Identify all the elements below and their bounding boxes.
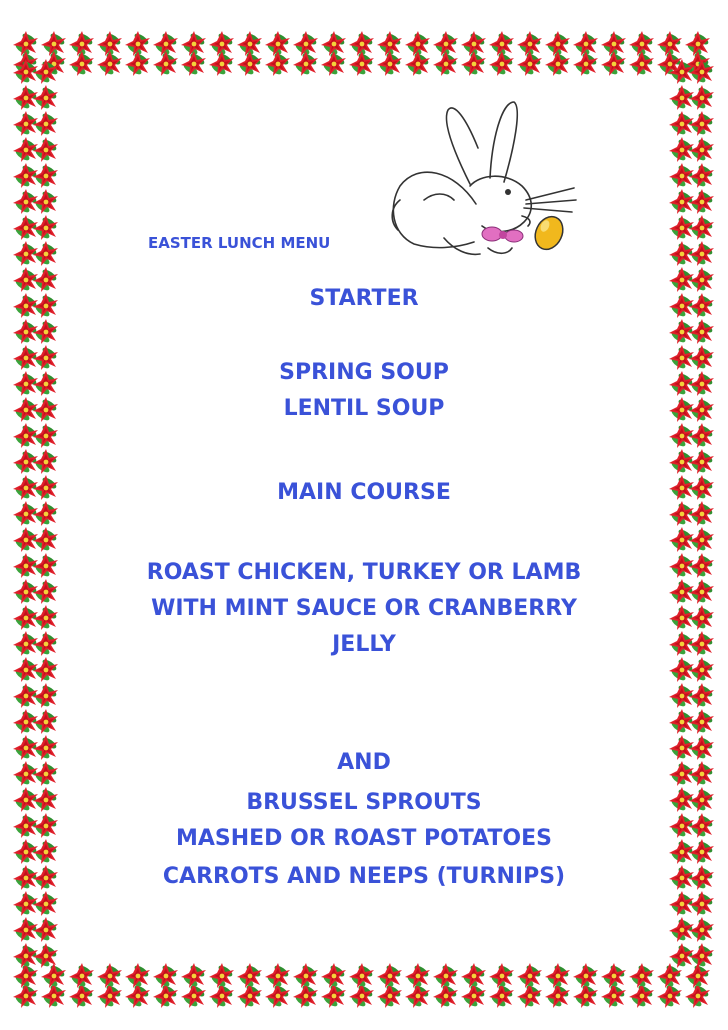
poinsettia-icon bbox=[517, 983, 542, 1008]
poinsettia-icon bbox=[265, 983, 290, 1008]
poinsettia-icon bbox=[97, 51, 122, 76]
poinsettia-icon bbox=[669, 865, 694, 890]
poinsettia-icon bbox=[601, 983, 626, 1008]
poinsettia-icon bbox=[13, 475, 38, 500]
poinsettia-icon bbox=[689, 709, 714, 734]
poinsettia-icon bbox=[237, 51, 262, 76]
poinsettia-icon bbox=[33, 319, 58, 344]
poinsettia-icon bbox=[669, 163, 694, 188]
poinsettia-icon bbox=[689, 501, 714, 526]
poinsettia-icon bbox=[13, 683, 38, 708]
poinsettia-icon bbox=[669, 683, 694, 708]
poinsettia-icon bbox=[669, 761, 694, 786]
poinsettia-icon bbox=[33, 839, 58, 864]
poinsettia-icon bbox=[689, 371, 714, 396]
poinsettia-icon bbox=[629, 963, 654, 988]
poinsettia-icon bbox=[33, 631, 58, 656]
poinsettia-icon bbox=[669, 813, 694, 838]
poinsettia-icon bbox=[689, 319, 714, 344]
poinsettia-icon bbox=[689, 475, 714, 500]
poinsettia-icon bbox=[209, 51, 234, 76]
poinsettia-icon bbox=[689, 579, 714, 604]
poinsettia-icon bbox=[517, 51, 542, 76]
poinsettia-icon bbox=[125, 51, 150, 76]
poinsettia-icon bbox=[669, 501, 694, 526]
poinsettia-icon bbox=[669, 293, 694, 318]
poinsettia-icon bbox=[573, 983, 598, 1008]
poinsettia-icon bbox=[13, 553, 38, 578]
poinsettia-icon bbox=[13, 865, 38, 890]
poinsettia-icon bbox=[321, 983, 346, 1008]
poinsettia-icon bbox=[433, 983, 458, 1008]
poinsettia-icon bbox=[405, 983, 430, 1008]
poinsettia-icon bbox=[13, 189, 38, 214]
poinsettia-icon bbox=[689, 787, 714, 812]
poinsettia-icon bbox=[669, 527, 694, 552]
poinsettia-icon bbox=[125, 983, 150, 1008]
poinsettia-icon bbox=[669, 137, 694, 162]
poinsettia-icon bbox=[69, 963, 94, 988]
poinsettia-icon bbox=[13, 709, 38, 734]
poinsettia-icon bbox=[97, 963, 122, 988]
poinsettia-icon bbox=[13, 787, 38, 812]
poinsettia-icon bbox=[33, 891, 58, 916]
poinsettia-icon bbox=[181, 983, 206, 1008]
poinsettia-icon bbox=[293, 983, 318, 1008]
poinsettia-icon bbox=[689, 839, 714, 864]
poinsettia-icon bbox=[13, 813, 38, 838]
poinsettia-icon bbox=[669, 397, 694, 422]
poinsettia-icon bbox=[377, 51, 402, 76]
poinsettia-icon bbox=[153, 51, 178, 76]
poinsettia-icon bbox=[689, 449, 714, 474]
poinsettia-icon bbox=[669, 735, 694, 760]
poinsettia-icon bbox=[181, 51, 206, 76]
poinsettia-icon bbox=[125, 963, 150, 988]
poinsettia-icon bbox=[669, 449, 694, 474]
poinsettia-icon bbox=[689, 683, 714, 708]
main-course-line: WITH MINT SAUCE OR CRANBERRY bbox=[151, 596, 577, 621]
poinsettia-icon bbox=[13, 631, 38, 656]
poinsettia-icon bbox=[689, 735, 714, 760]
poinsettia-icon bbox=[689, 241, 714, 266]
poinsettia-icon bbox=[13, 397, 38, 422]
poinsettia-icon bbox=[13, 735, 38, 760]
poinsettia-icon bbox=[657, 963, 682, 988]
poinsettia-icon bbox=[69, 51, 94, 76]
poinsettia-icon bbox=[545, 983, 570, 1008]
poinsettia-icon bbox=[33, 371, 58, 396]
easter-egg-icon bbox=[530, 212, 568, 254]
poinsettia-icon bbox=[33, 423, 58, 448]
poinsettia-icon bbox=[669, 917, 694, 942]
poinsettia-icon bbox=[41, 983, 66, 1008]
poinsettia-icon bbox=[33, 475, 58, 500]
poinsettia-icon bbox=[517, 963, 542, 988]
menu-title: EASTER LUNCH MENU bbox=[148, 234, 331, 252]
poinsettia-icon bbox=[33, 111, 58, 136]
poinsettia-icon bbox=[33, 553, 58, 578]
poinsettia-icon bbox=[689, 423, 714, 448]
poinsettia-icon bbox=[33, 527, 58, 552]
poinsettia-icon bbox=[33, 813, 58, 838]
poinsettia-icon bbox=[689, 189, 714, 214]
poinsettia-icon bbox=[689, 85, 714, 110]
poinsettia-icon bbox=[669, 891, 694, 916]
poinsettia-icon bbox=[33, 735, 58, 760]
poinsettia-icon bbox=[13, 345, 38, 370]
poinsettia-icon bbox=[33, 449, 58, 474]
poinsettia-icon bbox=[33, 137, 58, 162]
poinsettia-icon bbox=[689, 605, 714, 630]
poinsettia-icon bbox=[13, 579, 38, 604]
poinsettia-icon bbox=[669, 241, 694, 266]
poinsettia-icon bbox=[293, 963, 318, 988]
and-word: AND bbox=[337, 750, 391, 775]
poinsettia-icon bbox=[33, 579, 58, 604]
poinsettia-icon bbox=[629, 51, 654, 76]
poinsettia-icon bbox=[669, 423, 694, 448]
poinsettia-icon bbox=[13, 241, 38, 266]
poinsettia-icon bbox=[573, 51, 598, 76]
poinsettia-icon bbox=[689, 397, 714, 422]
poinsettia-icon bbox=[33, 787, 58, 812]
poinsettia-icon bbox=[669, 189, 694, 214]
poinsettia-icon bbox=[689, 163, 714, 188]
poinsettia-icon bbox=[33, 683, 58, 708]
poinsettia-icon bbox=[689, 137, 714, 162]
poinsettia-icon bbox=[13, 527, 38, 552]
main-course-heading: MAIN COURSE bbox=[277, 480, 451, 505]
poinsettia-icon bbox=[13, 963, 38, 988]
poinsettia-icon bbox=[669, 319, 694, 344]
poinsettia-icon bbox=[545, 51, 570, 76]
side-item: MASHED OR ROAST POTATOES bbox=[175, 826, 553, 851]
poinsettia-icon bbox=[689, 813, 714, 838]
poinsettia-icon bbox=[489, 983, 514, 1008]
poinsettia-icon bbox=[13, 423, 38, 448]
bow-icon bbox=[482, 227, 523, 242]
poinsettia-icon bbox=[669, 345, 694, 370]
poinsettia-icon bbox=[689, 865, 714, 890]
poinsettia-icon bbox=[33, 761, 58, 786]
poinsettia-icon bbox=[13, 111, 38, 136]
poinsettia-icon bbox=[13, 657, 38, 682]
poinsettia-icon bbox=[293, 51, 318, 76]
poinsettia-icon bbox=[13, 891, 38, 916]
poinsettia-icon bbox=[13, 137, 38, 162]
poinsettia-icon bbox=[433, 51, 458, 76]
poinsettia-icon bbox=[489, 51, 514, 76]
poinsettia-icon bbox=[377, 983, 402, 1008]
poinsettia-icon bbox=[669, 943, 694, 968]
poinsettia-icon bbox=[685, 983, 710, 1008]
poinsettia-icon bbox=[41, 963, 66, 988]
poinsettia-icon bbox=[689, 761, 714, 786]
easter-bunny-icon bbox=[384, 88, 580, 264]
poinsettia-icon bbox=[13, 605, 38, 630]
poinsettia-icon bbox=[33, 657, 58, 682]
poinsettia-icon bbox=[669, 371, 694, 396]
poinsettia-icon bbox=[33, 709, 58, 734]
poinsettia-icon bbox=[433, 963, 458, 988]
poinsettia-icon bbox=[13, 293, 38, 318]
poinsettia-icon bbox=[13, 917, 38, 942]
poinsettia-icon bbox=[689, 293, 714, 318]
poinsettia-icon bbox=[669, 657, 694, 682]
poinsettia-icon bbox=[545, 963, 570, 988]
poinsettia-icon bbox=[153, 963, 178, 988]
poinsettia-icon bbox=[669, 475, 694, 500]
poinsettia-icon bbox=[573, 963, 598, 988]
poinsettia-icon bbox=[689, 657, 714, 682]
poinsettia-icon bbox=[689, 527, 714, 552]
poinsettia-icon bbox=[33, 605, 58, 630]
poinsettia-icon bbox=[669, 787, 694, 812]
side-item: CARROTS AND NEEPS (TURNIPS) bbox=[162, 864, 566, 889]
poinsettia-icon bbox=[33, 501, 58, 526]
poinsettia-icon bbox=[349, 963, 374, 988]
poinsettia-icon bbox=[237, 983, 262, 1008]
poinsettia-icon bbox=[689, 943, 714, 968]
poinsettia-icon bbox=[33, 189, 58, 214]
poinsettia-icon bbox=[689, 111, 714, 136]
starter-heading: STARTER bbox=[309, 286, 419, 311]
poinsettia-icon bbox=[33, 865, 58, 890]
poinsettia-icon bbox=[689, 267, 714, 292]
poinsettia-icon bbox=[461, 963, 486, 988]
poinsettia-icon bbox=[669, 553, 694, 578]
poinsettia-icon bbox=[689, 215, 714, 240]
poinsettia-icon bbox=[669, 605, 694, 630]
poinsettia-icon bbox=[33, 917, 58, 942]
poinsettia-icon bbox=[33, 397, 58, 422]
poinsettia-icon bbox=[669, 579, 694, 604]
poinsettia-icon bbox=[33, 267, 58, 292]
poinsettia-icon bbox=[13, 839, 38, 864]
poinsettia-icon bbox=[489, 963, 514, 988]
main-course-line: JELLY bbox=[332, 632, 396, 657]
starter-item: LENTIL SOUP bbox=[283, 396, 445, 421]
poinsettia-icon bbox=[669, 267, 694, 292]
poinsettia-icon bbox=[13, 983, 38, 1008]
poinsettia-icon bbox=[601, 963, 626, 988]
poinsettia-icon bbox=[181, 963, 206, 988]
poinsettia-icon bbox=[669, 839, 694, 864]
poinsettia-icon bbox=[629, 983, 654, 1008]
poinsettia-icon bbox=[33, 241, 58, 266]
poinsettia-icon bbox=[209, 983, 234, 1008]
poinsettia-icon bbox=[33, 215, 58, 240]
poinsettia-icon bbox=[33, 293, 58, 318]
poinsettia-icon bbox=[689, 917, 714, 942]
poinsettia-icon bbox=[689, 553, 714, 578]
poinsettia-icon bbox=[689, 345, 714, 370]
poinsettia-icon bbox=[13, 215, 38, 240]
poinsettia-icon bbox=[669, 85, 694, 110]
poinsettia-icon bbox=[237, 963, 262, 988]
poinsettia-icon bbox=[13, 371, 38, 396]
poinsettia-icon bbox=[349, 983, 374, 1008]
poinsettia-icon bbox=[321, 51, 346, 76]
poinsettia-icon bbox=[689, 631, 714, 656]
poinsettia-icon bbox=[153, 983, 178, 1008]
poinsettia-icon bbox=[33, 345, 58, 370]
starter-item: SPRING SOUP bbox=[279, 360, 449, 385]
poinsettia-icon bbox=[209, 963, 234, 988]
poinsettia-icon bbox=[349, 51, 374, 76]
poinsettia-icon bbox=[13, 761, 38, 786]
poinsettia-icon bbox=[33, 85, 58, 110]
poinsettia-icon bbox=[461, 51, 486, 76]
poinsettia-icon bbox=[461, 983, 486, 1008]
main-course-line: ROAST CHICKEN, TURKEY OR LAMB bbox=[146, 560, 582, 585]
poinsettia-icon bbox=[689, 891, 714, 916]
poinsettia-icon bbox=[97, 983, 122, 1008]
poinsettia-icon bbox=[13, 85, 38, 110]
poinsettia-icon bbox=[405, 963, 430, 988]
poinsettia-icon bbox=[377, 963, 402, 988]
poinsettia-icon bbox=[265, 963, 290, 988]
poinsettia-icon bbox=[13, 501, 38, 526]
poinsettia-icon bbox=[669, 709, 694, 734]
poinsettia-icon bbox=[33, 163, 58, 188]
poinsettia-icon bbox=[13, 163, 38, 188]
poinsettia-icon bbox=[669, 111, 694, 136]
poinsettia-icon bbox=[265, 51, 290, 76]
poinsettia-icon bbox=[13, 319, 38, 344]
poinsettia-icon bbox=[657, 983, 682, 1008]
poinsettia-icon bbox=[669, 631, 694, 656]
poinsettia-icon bbox=[13, 267, 38, 292]
poinsettia-icon bbox=[669, 215, 694, 240]
poinsettia-icon bbox=[321, 963, 346, 988]
poinsettia-icon bbox=[13, 449, 38, 474]
side-item: BRUSSEL SPROUTS bbox=[246, 790, 482, 815]
poinsettia-icon bbox=[69, 983, 94, 1008]
poinsettia-icon bbox=[13, 943, 38, 968]
poinsettia-icon bbox=[405, 51, 430, 76]
poinsettia-icon bbox=[601, 51, 626, 76]
